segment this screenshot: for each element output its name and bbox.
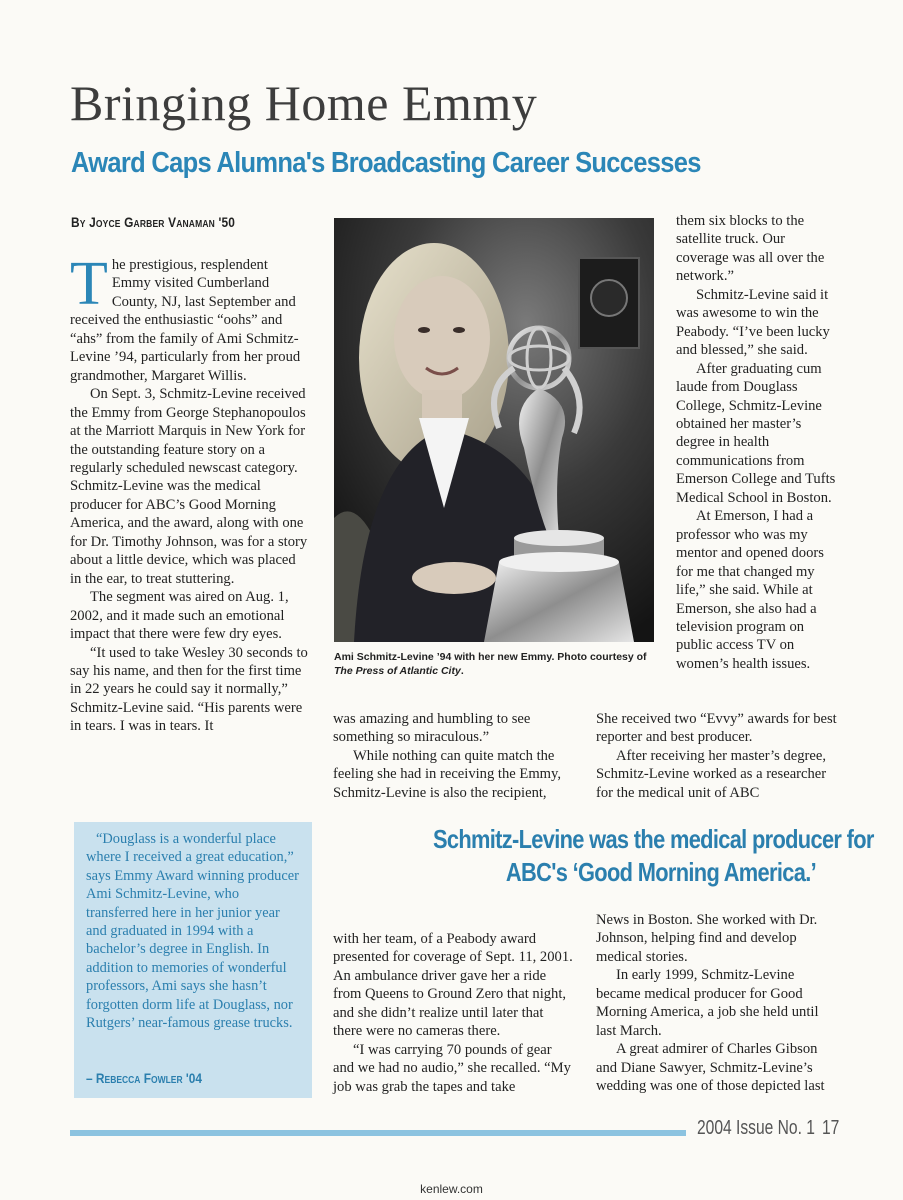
article-paragraph: While nothing can quite match the feeling she had in receiving the Emmy, Schmitz-Levine is also the recipient, [333, 747, 562, 801]
article-subtitle: Award Caps Alumna's Broadcasting Career Successes [71, 147, 701, 179]
watermark-text: kenlew.com [420, 1182, 483, 1196]
article-column-3-top [676, 212, 839, 673]
pull-quote-line: Schmitz-Levine was the medical producer for [432, 824, 874, 854]
pull-quote [360, 823, 874, 889]
article-paragraph: News in Boston. She worked with Dr. Johnson, helping find and develop medical stories. [596, 912, 818, 965]
article-paragraph: After receiving her master’s degree, Schmitz-Levine worked as a researcher for the medical unit of ABC [596, 747, 827, 801]
article-column-2-top [333, 710, 573, 802]
article-paragraph: “I was carrying 70 pounds of gear and we had no audio,” she recalled. “My job was grab the tapes and take [333, 1041, 571, 1095]
caption-publication: The Press of Atlantic City [334, 665, 461, 677]
article-paragraph: was amazing and humbling to see something so miraculous.” [333, 711, 531, 746]
article-paragraph: A great admirer of Charles Gibson and Diane Sawyer, Schmitz-Levine’s wedding was one of those depicted last [596, 1041, 825, 1095]
article-column-3-wide [596, 710, 839, 802]
drop-cap: T [70, 250, 108, 318]
photo-illustration [334, 218, 654, 642]
article-paragraph: At Emerson, I had a professor who was my mentor and opened doors for me that changed my life,” she said. While at Emerson, she also had a television program on public access TV on women’s health issues. [676, 508, 824, 672]
article-paragraph: After graduating cum laude from Douglass College, Schmitz-Levine obtained her master’s degree in health communications from Emerson College and Tufts Medical School in Boston. [676, 360, 836, 506]
article-paragraph: The prestigious, resplendent Emmy visited Cumberland County, NJ, last September and received the enthusiastic “oohs” and “ahs” from the family of Ami Schmitz-Levine ’94, particularly from her proud grandmother, Margaret Willis. [70, 250, 301, 384]
article-paragraph: “It used to take Wesley 30 seconds to say his name, and then for the first time in 22 years he could say it normally,” Schmitz-Levine said. “His parents were in tears. I was in tears. It [70, 644, 308, 735]
sidebar-signature: – Rebecca Fowler '04 [86, 1070, 202, 1086]
article-column-2-bottom [333, 930, 573, 1096]
emmy-photo [334, 218, 654, 642]
photo-caption: Ami Schmitz-Levine ’94 with her new Emmy. Photo courtesy of The Press of Atlantic City. [334, 651, 647, 677]
article-column-1 [70, 250, 309, 736]
page-number: 17 [822, 1117, 840, 1139]
pull-quote-line: ABC's ‘Good Morning America.’ [505, 857, 816, 887]
article-paragraph: with her team, of a Peabody award presented for coverage of Sept. 11, 2001. An ambulance driver gave her a ride from Queens to Ground Zero that night, and she didn’t realize until later that there were no cameras there. [333, 931, 573, 1040]
article-paragraph: She received two “Evvy” awards for best reporter and best producer. [596, 711, 837, 746]
footer-rule [70, 1130, 686, 1136]
article-title: Bringing Home Emmy [70, 75, 538, 131]
article-column-3-bottom [596, 911, 839, 1096]
article-paragraph: In early 1999, Schmitz-Levine became medical producer for Good Morning America, a job she held until last March. [596, 967, 819, 1039]
sidebar-quote: “Douglass is a wonderful place where I received a great education,” says Emmy Award winning producer Ami Schmitz-Levine, who transferred here in her junior year and graduated in 1994 with a bachelor’s degree in English. In addition to memories of wonderful professors, Ami says she hasn’t forgotten dorm life at Douglass, nor Rutgers’ near-famous grease trucks. [86, 831, 299, 1032]
issue-label: 2004 Issue No. 1 [697, 1117, 815, 1139]
article-paragraph: The segment was aired on Aug. 1, 2002, and it made such an emotional impact that there were few dry eyes. [70, 589, 289, 643]
article-paragraph: On Sept. 3, Schmitz-Levine received the Emmy from George Stephanopoulos at the Marriott Marquis in New York for the outstanding feature story on a regularly scheduled newscast category. Schmitz-Levine was the medical producer for ABC’s Good Morning America, and the award, along with one for Dr. Timothy Johnson, was for a story about a little device, which was placed in the ear, to treat stuttering. [70, 386, 308, 587]
article-paragraph: Schmitz-Levine said it was awesome to win the Peabody. “I’ve been lucky and blessed,” she said. [676, 286, 830, 359]
article-paragraph: them six blocks to the satellite truck. Our coverage was all over the network.” [676, 213, 825, 285]
byline: By Joyce Garber Vanaman '50 [71, 214, 236, 230]
